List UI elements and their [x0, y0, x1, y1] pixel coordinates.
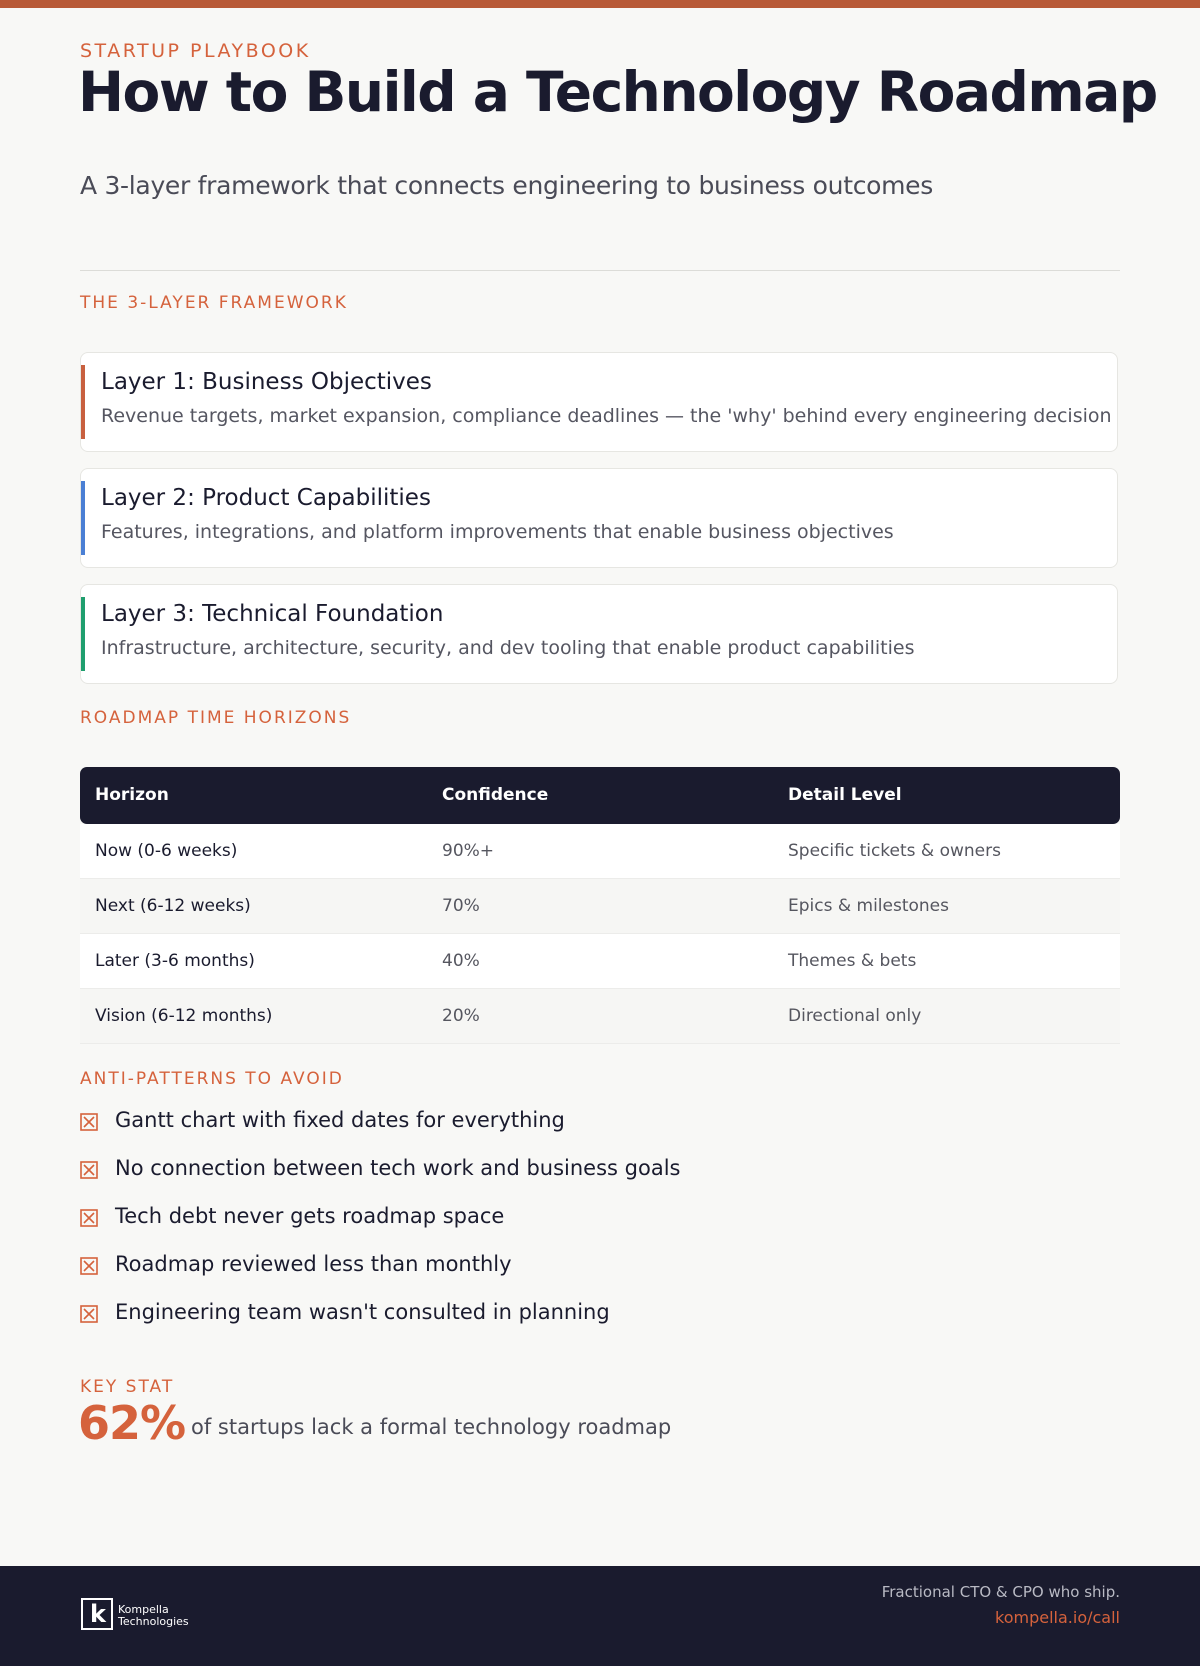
cell-detail: Specific tickets & owners — [788, 841, 1001, 861]
table-row — [80, 824, 1120, 879]
layer-card-business — [80, 352, 1118, 452]
key-stat-label: KEY STAT — [80, 1377, 175, 1397]
company-name-line2: Technologies — [118, 1615, 189, 1628]
anti-patterns-section-label: ANTI-PATTERNS TO AVOID — [80, 1069, 344, 1089]
anti-pattern-text: Roadmap reviewed less than monthly — [115, 1252, 512, 1276]
layer-accent-bar — [81, 365, 85, 439]
anti-pattern-text: Engineering team wasn't consulted in planning — [115, 1300, 610, 1324]
column-header-detail: Detail Level — [788, 785, 902, 805]
table-row — [80, 934, 1120, 989]
column-header-horizon: Horizon — [95, 785, 169, 805]
list-item — [80, 1252, 880, 1282]
x-box-icon — [80, 1305, 98, 1323]
top-accent-bar — [0, 0, 1200, 8]
list-item — [80, 1108, 880, 1138]
cell-confidence: 20% — [442, 1006, 480, 1026]
x-box-icon — [80, 1257, 98, 1275]
table-row — [80, 989, 1120, 1044]
x-box-icon — [80, 1161, 98, 1179]
key-stat-text: of startups lack a formal technology roadmap — [191, 1415, 672, 1439]
cell-confidence: 70% — [442, 896, 480, 916]
cell-horizon: Now (0-6 weeks) — [95, 841, 238, 861]
cell-detail: Epics & milestones — [788, 896, 950, 916]
company-logo — [81, 1598, 113, 1630]
layer-accent-bar — [81, 597, 85, 671]
anti-pattern-text: Gantt chart with fixed dates for everything — [115, 1108, 565, 1132]
cell-detail: Directional only — [788, 1006, 922, 1026]
layer-description: Features, integrations, and platform improvements that enable business objectives — [101, 521, 894, 543]
logo-letter: k — [90, 1600, 106, 1628]
cell-horizon: Next (6-12 weeks) — [95, 896, 251, 916]
layer-title: Layer 1: Business Objectives — [101, 369, 432, 395]
layer-description: Infrastructure, architecture, security, and dev tooling that enable product capabilities — [101, 637, 915, 659]
cell-horizon: Later (3-6 months) — [95, 951, 255, 971]
list-item — [80, 1300, 880, 1330]
cell-confidence: 40% — [442, 951, 480, 971]
layer-title: Layer 2: Product Capabilities — [101, 485, 431, 511]
footer-cta-link[interactable]: kompella.io/call — [995, 1608, 1120, 1627]
header-divider — [80, 270, 1120, 271]
framework-section-label: THE 3-LAYER FRAMEWORK — [80, 293, 348, 313]
x-box-icon — [80, 1209, 98, 1227]
eyebrow-label: STARTUP PLAYBOOK — [80, 40, 311, 62]
list-item — [80, 1156, 880, 1186]
anti-pattern-text: Tech debt never gets roadmap space — [115, 1204, 505, 1228]
cell-detail: Themes & bets — [788, 951, 917, 971]
layer-description: Revenue targets, market expansion, compliance deadlines — the 'why' behind every engineering decision — [101, 405, 1112, 427]
table-row — [80, 879, 1120, 934]
horizons-section-label: ROADMAP TIME HORIZONS — [80, 708, 352, 728]
key-stat-value: 62% — [78, 1396, 186, 1450]
layer-accent-bar — [81, 481, 85, 555]
cell-horizon: Vision (6-12 months) — [95, 1006, 273, 1026]
layer-card-product — [80, 468, 1118, 568]
column-header-confidence: Confidence — [442, 785, 549, 805]
company-name — [118, 1604, 189, 1628]
company-name-line1: Kompella — [118, 1603, 169, 1616]
cell-confidence: 90%+ — [442, 841, 495, 861]
layer-card-technical — [80, 584, 1118, 684]
footer-tagline: Fractional CTO & CPO who ship. — [881, 1583, 1120, 1601]
x-box-icon — [80, 1113, 98, 1131]
list-item — [80, 1204, 880, 1234]
page-title: How to Build a Technology Roadmap — [78, 60, 1157, 124]
horizons-table — [80, 767, 1120, 1044]
table-header — [80, 767, 1120, 824]
page-subtitle: A 3-layer framework that connects engineering to business outcomes — [80, 171, 933, 200]
layer-title: Layer 3: Technical Foundation — [101, 601, 444, 627]
anti-pattern-text: No connection between tech work and business goals — [115, 1156, 681, 1180]
